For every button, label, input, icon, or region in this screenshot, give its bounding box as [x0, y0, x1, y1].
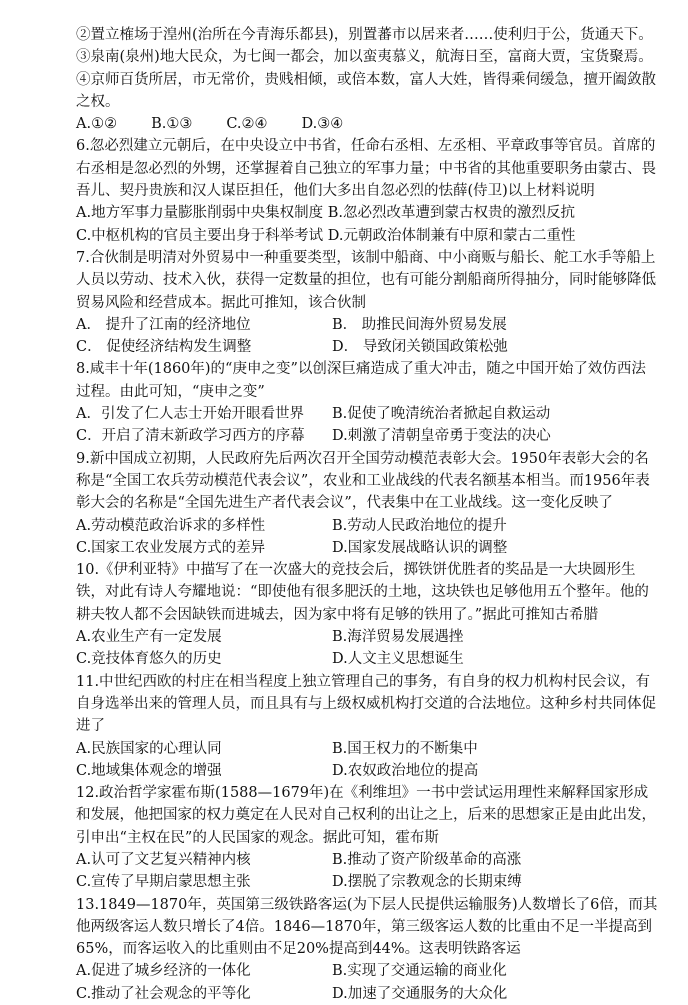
option: A.①② — [76, 116, 118, 133]
options-row — [76, 960, 660, 982]
option: B.海洋贸易发展遇挫 — [332, 629, 464, 646]
option: A.促进了城乡经济的一体化 — [76, 963, 251, 980]
option: C．开启了清末新政学习西方的序幕 — [76, 428, 305, 445]
option: B.①③ — [151, 116, 193, 133]
option: D.国家发展战略认识的调整 — [332, 539, 508, 556]
option: B.推动了资产阶级革命的高涨 — [332, 851, 522, 868]
text-line: ④京师百货所居，市无常价，贵贱相倾，或倍本数，富人大姓，皆得乘伺缓急，擅开阖敛散之权。 — [76, 71, 656, 110]
options-row — [76, 760, 660, 782]
text-line: 9.新中国成立初期，人民政府先后两次召开全国劳动模范表彰大会。1950年表彰大会的名称是“全国工农兵劳动模范代表会议”，农业和工业战线的代表名额基本相当。而1956年表彰大会的名称是“全国先进生产者代表会议”，代表集中在工业战线。这一变化反映了 — [76, 450, 650, 512]
options-row — [76, 983, 660, 1005]
option: D.人文主义思想诞生 — [332, 651, 464, 668]
options-row — [76, 738, 660, 760]
option: B.实现了交通运输的商业化 — [332, 963, 507, 980]
text-line: 6.忽必烈建立元朝后，在中央设立中书省，任命右丞相、左丞相、平章政事等官员。首席的右丞相是忽必烈的外甥，还掌握着自己独立的军事力量；中书省的其他重要职务由蒙古、畏吾儿、契丹贵族和汉人谋臣担任，他们大多出自忽必烈的怯薛(侍卫)以上材料说明 — [76, 138, 656, 200]
text-line: C.中枢机构的官员主要出身于科举考试 D.元朝政治体制兼有中原和蒙古二重性 — [76, 227, 576, 244]
options-row — [76, 871, 660, 893]
text-line: 8.咸丰十年(1860年)的“庚申之变”以创深巨痛造成了重大冲击，随之中国开始了效仿西法过程。由此可知，“庚申之变” — [76, 361, 646, 400]
option: B.国王权力的不断集中 — [332, 740, 478, 757]
option: C.竞技体育悠久的历史 — [76, 651, 222, 668]
option: A.农业生产有一定发展 — [76, 629, 222, 646]
option: B.促使了晚清统治者掀起自救运动 — [332, 406, 551, 423]
text-line: ③泉南(泉州)地大民众，为七闽一都会，加以蛮夷慕义，航海日至，富商大贾，宝货聚焉。 — [76, 49, 653, 66]
option: C.国家工农业发展方式的差异 — [76, 539, 266, 556]
text-line: 7.合伙制是明清对外贸易中一种重要类型，该制中船商、中小商贩与船长、舵工水手等船上人员以劳动、技术入伙，获得一定数量的担位，也有可能分割船商所得抽分，同时能够降低贸易风险和经营成本。据此可推知，该合伙制 — [76, 249, 656, 311]
option: C.地域集体观念的增强 — [76, 762, 222, 779]
option: D.③④ — [301, 116, 344, 133]
text-line: 11.中世纪西欧的村庄在相当程度上独立管理自己的事务，有自身的权力机构村民会议，有自身选举出来的管理人员，而且具有与上级权威机构打交道的合法地位。这种乡村共同体促进了 — [76, 673, 656, 735]
options-row — [76, 515, 660, 537]
text-line: 13.1849—1870年，英国第三级铁路客运(为下层人民提供运输服务)人数增长了6倍，而其他两级客运人数只增长了4倍。1846—1870年，第三级客运人数的比重由不足一半提高到65%，而客运收入的比重则由不足20%提高到44%。这表明铁路客运 — [76, 896, 658, 958]
option: D． 导致闭关锁国政策松弛 — [332, 339, 508, 356]
options-row — [76, 648, 660, 670]
options-row — [76, 113, 660, 135]
options-row — [76, 537, 660, 559]
option: D.摆脱了宗教观念的长期束缚 — [332, 874, 522, 891]
options-row — [76, 849, 660, 871]
option: D.刺激了清朝皇帝勇于变法的决心 — [332, 428, 551, 445]
options-row — [76, 403, 660, 425]
option: A． 提升了江南的经济地位 — [76, 316, 251, 333]
option: D.农奴政治地位的提高 — [332, 762, 479, 779]
option: B.劳动人民政治地位的提升 — [332, 517, 507, 534]
option: A.认可了文艺复兴精神内核 — [76, 851, 251, 868]
text-line: 10.《伊利亚特》中描写了在一次盛大的竞技会后，掷铁饼优胜者的奖品是一大块圆形生铁，对此有诗人夸耀地说：“即使他有很多肥沃的土地，这块铁也足够他用五个整年。他的耕夫牧人都不会因缺铁而进城去，因为家中将有足够的铁用了。”据此可推知古希腊 — [76, 562, 649, 623]
option: B． 助推民间海外贸易发展 — [332, 316, 507, 333]
option: D.加速了交通服务的大众化 — [332, 985, 508, 1002]
text-line: 12.政治哲学家霍布斯(1588—1679年)在《利维坦》一书中尝试运用理性来解释国家形成和发展，他把国家的权力奠定在人民对自己权利的出让之上，后来的思想家正是由此出发，引申出“主权在民”的人民国家的观念。据此可知，霍布斯 — [76, 785, 656, 846]
options-row — [76, 626, 660, 648]
option: A.劳动模范政治诉求的多样性 — [76, 517, 266, 534]
text-line: ②置立榷场于湟州(治所在今青海乐都县)，别置蕃市以居来者……使利归于公，货通天下。 — [76, 27, 653, 43]
option: C.宣传了早期启蒙思想主张 — [76, 874, 251, 891]
options-row — [76, 314, 660, 336]
option: A.民族国家的心理认同 — [76, 740, 222, 757]
options-row — [76, 336, 660, 358]
options-row — [76, 425, 660, 447]
option: C.推动了社会观念的平等化 — [76, 985, 251, 1002]
option: A．引发了仁人志士开始开眼看世界 — [76, 406, 304, 423]
option: C． 促使经济结构发生调整 — [76, 339, 252, 356]
option: C.②④ — [226, 116, 268, 133]
text-line: A.地方军事力量膨胀削弱中央集权制度 B.忽必烈改革遭到蒙古权贵的激烈反抗 — [76, 205, 575, 222]
